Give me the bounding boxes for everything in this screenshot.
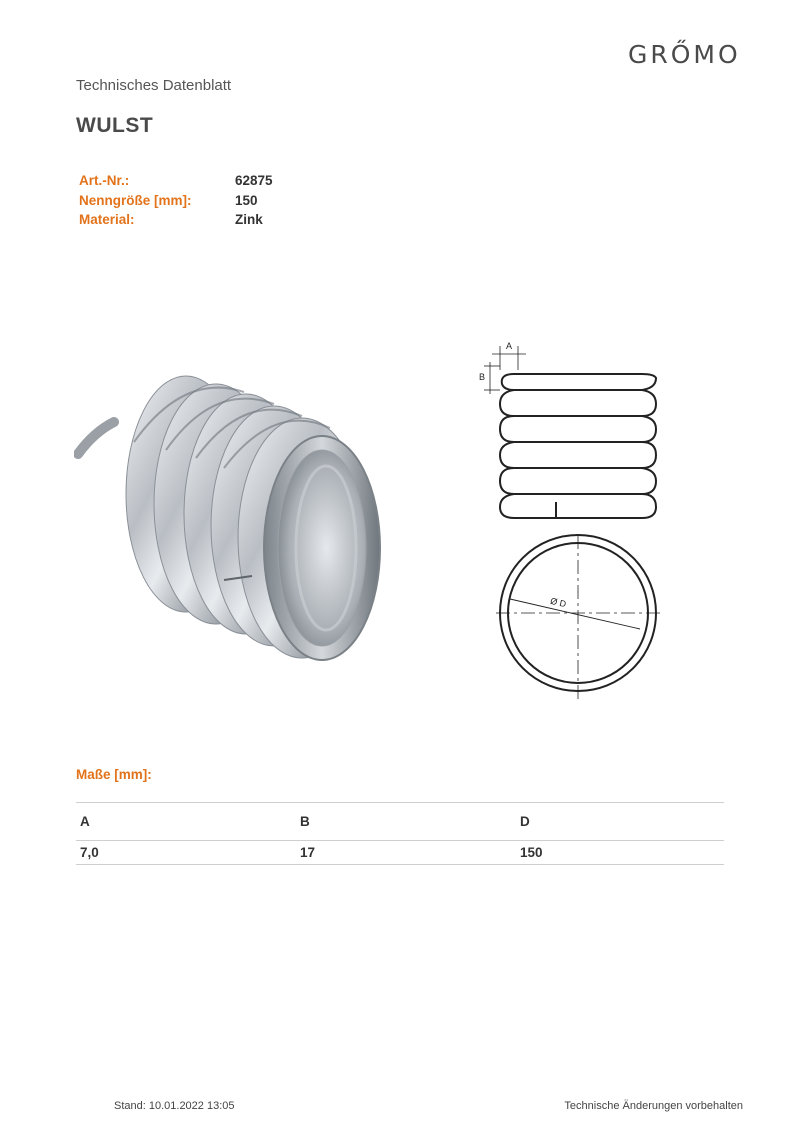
- dimensions-table: [76, 802, 724, 865]
- product-photo: [74, 362, 390, 668]
- table-row: [76, 841, 724, 865]
- side-view-drawing: [470, 336, 670, 526]
- property-row-material: [79, 212, 273, 232]
- table-cell: 17: [296, 841, 516, 865]
- table-cell: 7,0: [76, 841, 296, 865]
- property-label: Art.-Nr.:: [79, 173, 130, 188]
- property-label: Material:: [79, 212, 135, 227]
- top-view-drawing: [494, 533, 666, 703]
- column-header-b: B: [296, 803, 516, 841]
- footer-note: Technische Änderungen vorbehalten: [564, 1100, 743, 1112]
- property-label: Nenngröße [mm]:: [79, 192, 192, 208]
- table-header-row: [76, 803, 724, 841]
- table-cell: 150: [516, 841, 724, 865]
- document-type: Technisches Datenblatt: [76, 77, 232, 94]
- product-title: WULST: [76, 114, 154, 137]
- property-value: Zink: [235, 212, 263, 227]
- property-value: 62875: [235, 173, 273, 188]
- product-properties: [79, 173, 273, 232]
- brand-logo: GRŐMO: [628, 40, 741, 69]
- property-row-article: [79, 173, 273, 193]
- dimension-label-b: B: [479, 372, 486, 382]
- dimensions-title: Maße [mm]:: [76, 767, 152, 782]
- column-header-a: A: [76, 803, 296, 841]
- property-row-size: [79, 193, 273, 213]
- dimension-label-a: A: [506, 341, 513, 351]
- footer-date: Stand: 10.01.2022 13:05: [114, 1100, 235, 1112]
- property-value: 150: [235, 192, 258, 208]
- column-header-d: D: [516, 803, 724, 841]
- dimension-label-d: Ø D: [549, 595, 568, 610]
